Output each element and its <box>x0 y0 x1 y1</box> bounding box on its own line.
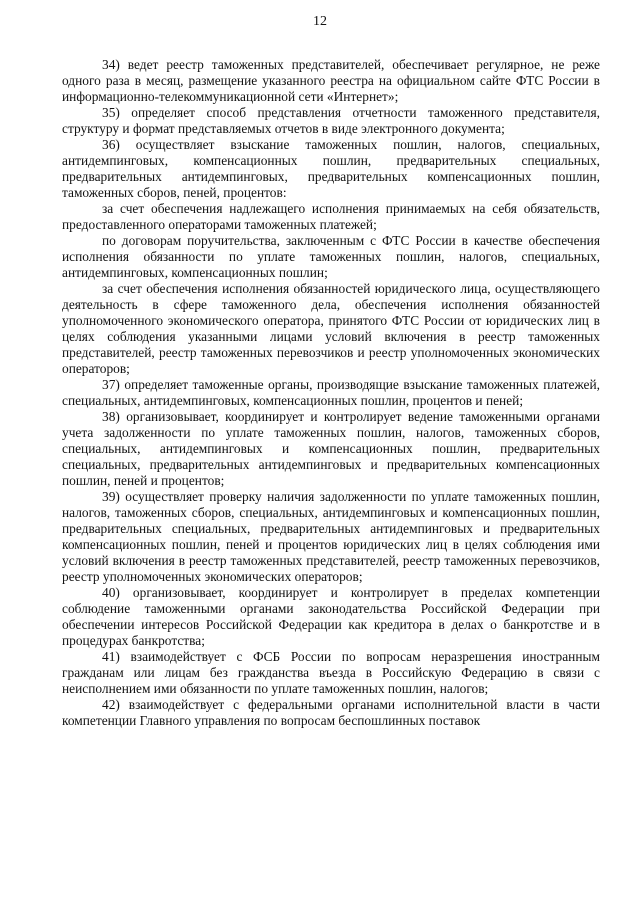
paragraph-36: 36) осуществляет взыскание таможенных пошлин, налогов, специальных, антидемпинговых, компенсационных пошлин, предварительных специальных, предварительных антидемпинговых, предварительных компенсационных пошлин, таможенных сборов, пеней, процентов: <box>62 137 600 200</box>
paragraph-42: 42) взаимодействует с федеральными органами исполнительной власти в части компетенции Главного управления по вопросам беспошлинных поставок <box>62 697 600 728</box>
paragraph-35: 35) определяет способ представления отчетности таможенного представителя, структуру и формат представляемых отчетов в виде электронного документа; <box>62 105 600 136</box>
paragraph-36-item-3: за счет обеспечения исполнения обязанностей юридического лица, осуществляющего деятельность в сфере таможенного дела, обеспечения исполнения обязанностей уполномоченного экономического оператора, принятого ФТС России от юридических лиц в целях соблюдения указанными лицами условий включения в реестр таможенных представителей, реестр таможенных перевозчиков и реестр уполномоченных экономических операторов; <box>62 281 600 376</box>
paragraph-40: 40) организовывает, координирует и контролирует в пределах компетенции соблюдение таможенными органами законодательства Российской Федерации при обеспечении интересов Российской Федерации как кредитора в делах о банкротстве и в процедурах банкротства; <box>62 585 600 648</box>
page-number: 12 <box>313 14 327 29</box>
paragraph-36-item-1: за счет обеспечения надлежащего исполнения принимаемых на себя обязательств, предоставленного операторами таможенных платежей; <box>62 201 600 232</box>
document-body <box>62 57 600 729</box>
paragraph-39: 39) осуществляет проверку наличия задолженности по уплате таможенных пошлин, налогов, таможенных сборов, специальных, антидемпинговых и компенсационных пошлин, предварительных специальных, предварительных антидемпинговых и предварительных компенсационных пошлин, пеней и процентов юридических лиц в целях соблюдения ими условий включения в реестр таможенных представителей, реестр таможенных перевозчиков, реестр уполномоченных экономических операторов; <box>62 489 600 584</box>
paragraph-36-item-2: по договорам поручительства, заключенным с ФТС России в качестве обеспечения исполнения обязанности по уплате таможенных пошлин, налогов, специальных, антидемпинговых, компенсационных пошлин; <box>62 233 600 280</box>
paragraph-41: 41) взаимодействует с ФСБ России по вопросам неразрешения иностранным гражданам или лицам без гражданства въезда в Российскую Федерацию в связи с неисполнением ими обязанности по уплате таможенных пошлин, налогов; <box>62 649 600 696</box>
paragraph-34: 34) ведет реестр таможенных представителей, обеспечивает регулярное, не реже одного раза в месяц, размещение указанного реестра на официальном сайте ФТС России в информационно-телекоммуникационной сети «Интернет»; <box>62 57 600 104</box>
paragraph-38: 38) организовывает, координирует и контролирует ведение таможенными органами учета задолженности по уплате таможенных пошлин, налогов, таможенных сборов, специальных, антидемпинговых и компенсационных пошлин, предварительных специальных, предварительных антидемпинговых и предварительных компенсационных пошлин, пеней и процентов; <box>62 409 600 488</box>
paragraph-37: 37) определяет таможенные органы, производящие взыскание таможенных платежей, специальных, антидемпинговых, компенсационных пошлин, процентов и пеней; <box>62 377 600 408</box>
